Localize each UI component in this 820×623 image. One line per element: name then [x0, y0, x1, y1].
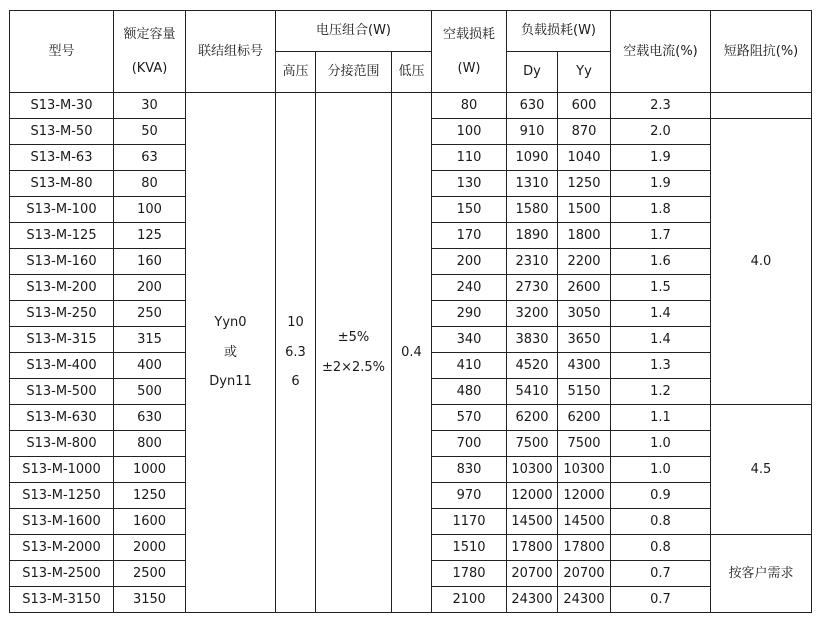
cell-capacity	[114, 535, 186, 561]
cell-no-load-loss	[432, 431, 507, 457]
header-no-load-loss	[432, 11, 507, 93]
cell-yy	[558, 535, 611, 561]
cell-no-load-current	[611, 93, 711, 119]
cell-capacity	[114, 119, 186, 145]
model-value: S13-M-2500	[22, 565, 101, 581]
header-yy	[558, 52, 611, 93]
capacity-value: 80	[141, 175, 158, 191]
no-load-current-value: 0.8	[650, 539, 671, 555]
model-value: S13-M-200	[26, 279, 97, 295]
cell-hv	[276, 93, 316, 613]
model-value: S13-M-630	[26, 409, 97, 425]
cell-dy	[507, 197, 558, 223]
cell-no-load-current	[611, 327, 711, 353]
capacity-value: 200	[137, 279, 162, 295]
cell-yy	[558, 171, 611, 197]
cell-yy	[558, 223, 611, 249]
cell-yy	[558, 327, 611, 353]
cell-dy	[507, 587, 558, 613]
no-load-loss-value: 970	[456, 487, 482, 503]
no-load-current-value: 0.7	[650, 591, 671, 607]
no-load-current-value: 1.7	[650, 227, 671, 243]
cell-no-load-current	[611, 587, 711, 613]
cell-capacity	[114, 145, 186, 171]
cell-model	[10, 457, 114, 483]
cell-no-load-current	[611, 535, 711, 561]
no-load-loss-value: 110	[456, 149, 482, 165]
header-voltage-group	[276, 11, 432, 52]
dy-value: 1310	[515, 175, 549, 191]
cell-dy	[507, 249, 558, 275]
capacity-value: 1000	[132, 461, 167, 477]
no-load-current-value: 2.3	[650, 97, 671, 113]
cell-yy	[558, 93, 611, 119]
cell-dy	[507, 93, 558, 119]
dy-value: 3830	[515, 331, 549, 347]
hv-value: 10	[287, 315, 304, 331]
no-load-current-value: 1.0	[650, 461, 671, 477]
cell-model	[10, 353, 114, 379]
cell-capacity	[114, 223, 186, 249]
dy-value: 1890	[515, 227, 549, 243]
cell-no-load-current	[611, 223, 711, 249]
cell-no-load-loss	[432, 379, 507, 405]
cell-no-load-loss	[432, 587, 507, 613]
cell-model	[10, 327, 114, 353]
cell-dy	[507, 119, 558, 145]
capacity-value: 2500	[132, 565, 167, 581]
header-capacity-unit: (KVA)	[131, 60, 168, 76]
model-value: S13-M-1000	[22, 461, 101, 477]
dy-value: 12000	[511, 487, 553, 503]
impedance-value: 4.5	[750, 461, 772, 477]
connection-value: Yyn0	[214, 315, 247, 331]
cell-capacity	[114, 483, 186, 509]
no-load-current-value: 1.5	[650, 279, 671, 295]
no-load-loss-value: 170	[456, 227, 482, 243]
cell-no-load-current	[611, 353, 711, 379]
no-load-loss-value: 240	[456, 279, 482, 295]
header-no-load-current-label: 空载电流(%)	[623, 43, 698, 59]
cell-no-load-loss	[432, 327, 507, 353]
cell-no-load-loss	[432, 223, 507, 249]
dy-value: 24300	[511, 591, 553, 607]
cell-dy	[507, 431, 558, 457]
yy-value: 2200	[567, 253, 601, 269]
cell-capacity	[114, 249, 186, 275]
capacity-value: 100	[137, 201, 162, 217]
header-lv-label: 低压	[398, 64, 425, 80]
yy-value: 24300	[563, 591, 605, 607]
dy-value: 17800	[511, 539, 553, 555]
capacity-value: 160	[137, 253, 162, 269]
model-value: S13-M-1600	[22, 513, 101, 529]
no-load-loss-value: 80	[460, 97, 478, 113]
dy-value: 5410	[515, 383, 549, 399]
no-load-loss-value: 100	[456, 123, 482, 139]
model-value: S13-M-400	[26, 357, 97, 373]
capacity-value: 315	[137, 331, 162, 347]
cell-impedance	[711, 535, 812, 613]
capacity-value: 1250	[132, 487, 167, 503]
cell-yy	[558, 145, 611, 171]
no-load-current-value: 1.4	[650, 305, 671, 321]
header-capacity-label: 额定容量	[123, 26, 176, 42]
dy-value: 1090	[515, 149, 549, 165]
cell-capacity	[114, 327, 186, 353]
model-value: S13-M-250	[26, 305, 97, 321]
no-load-loss-value: 130	[456, 175, 482, 191]
dy-value: 20700	[511, 565, 553, 581]
cell-dy	[507, 353, 558, 379]
cell-model	[10, 197, 114, 223]
no-load-loss-value: 830	[456, 461, 482, 477]
no-load-loss-value: 570	[456, 409, 482, 425]
no-load-current-value: 0.8	[650, 513, 671, 529]
cell-no-load-loss	[432, 145, 507, 171]
cell-no-load-current	[611, 561, 711, 587]
capacity-value: 2000	[132, 539, 167, 555]
yy-value: 870	[571, 123, 597, 139]
model-value: S13-M-315	[26, 331, 97, 347]
no-load-loss-value: 1170	[452, 513, 486, 529]
yy-value: 5150	[567, 383, 601, 399]
model-value: S13-M-2000	[22, 539, 101, 555]
no-load-current-value: 0.7	[650, 565, 671, 581]
no-load-current-value: 1.9	[650, 175, 671, 191]
cell-dy	[507, 223, 558, 249]
cell-yy	[558, 249, 611, 275]
cell-no-load-current	[611, 483, 711, 509]
cell-no-load-loss	[432, 509, 507, 535]
yy-value: 6200	[567, 409, 601, 425]
no-load-loss-value: 340	[456, 331, 482, 347]
cell-no-load-loss	[432, 119, 507, 145]
no-load-loss-value: 700	[456, 435, 482, 451]
cell-no-load-loss	[432, 483, 507, 509]
no-load-current-value: 1.2	[650, 383, 671, 399]
cell-model	[10, 561, 114, 587]
dy-value: 10300	[511, 461, 553, 477]
cell-model	[10, 509, 114, 535]
yy-value: 600	[571, 97, 597, 113]
cell-yy	[558, 379, 611, 405]
model-value: S13-M-125	[26, 227, 97, 243]
no-load-loss-value: 1780	[452, 565, 486, 581]
capacity-value: 30	[141, 97, 158, 113]
header-dy-label: Dy	[523, 64, 541, 80]
model-value: S13-M-3150	[22, 591, 101, 607]
cell-capacity	[114, 457, 186, 483]
cell-capacity	[114, 93, 186, 119]
no-load-current-value: 1.4	[650, 331, 671, 347]
cell-yy	[558, 353, 611, 379]
cell-dy	[507, 301, 558, 327]
dy-value: 910	[519, 123, 545, 139]
cell-no-load-loss	[432, 197, 507, 223]
cell-lv	[392, 93, 432, 613]
cell-model	[10, 587, 114, 613]
no-load-current-value: 2.0	[650, 123, 671, 139]
cell-impedance	[711, 119, 812, 405]
yy-value: 1800	[567, 227, 601, 243]
header-load-loss-label: 负载损耗(W)	[521, 23, 596, 39]
model-value: S13-M-500	[26, 383, 97, 399]
cell-no-load-current	[611, 145, 711, 171]
cell-yy	[558, 483, 611, 509]
cell-capacity	[114, 379, 186, 405]
cell-no-load-current	[611, 379, 711, 405]
capacity-value: 63	[141, 149, 158, 165]
header-hv-label: 高压	[282, 64, 309, 80]
lv-value: 0.4	[401, 344, 422, 360]
cell-dy	[507, 483, 558, 509]
model-value: S13-M-30	[30, 97, 93, 113]
no-load-current-value: 1.0	[650, 435, 671, 451]
cell-yy	[558, 119, 611, 145]
cell-dy	[507, 327, 558, 353]
no-load-current-value: 1.6	[650, 253, 671, 269]
cell-impedance-empty	[711, 93, 812, 119]
cell-dy	[507, 379, 558, 405]
yy-value: 14500	[563, 513, 605, 529]
yy-value: 7500	[567, 435, 601, 451]
cell-dy	[507, 171, 558, 197]
capacity-value: 400	[137, 357, 162, 373]
no-load-loss-value: 2100	[452, 591, 486, 607]
cell-model	[10, 483, 114, 509]
cell-dy	[507, 509, 558, 535]
model-value: S13-M-50	[30, 123, 93, 139]
cell-no-load-loss	[432, 561, 507, 587]
dy-value: 2310	[515, 253, 549, 269]
connection-value: Dyn11	[209, 374, 252, 390]
model-value: S13-M-100	[26, 201, 97, 217]
cell-tap-range	[316, 93, 392, 613]
header-no-load-loss-label: 空载损耗	[442, 26, 495, 42]
capacity-value: 1600	[132, 513, 167, 529]
cell-yy	[558, 457, 611, 483]
cell-model	[10, 535, 114, 561]
cell-capacity	[114, 275, 186, 301]
cell-no-load-current	[611, 197, 711, 223]
header-dy	[507, 52, 558, 93]
cell-no-load-loss	[432, 171, 507, 197]
header-impedance-label: 短路阻抗(%)	[723, 43, 799, 59]
cell-no-load-loss	[432, 405, 507, 431]
yy-value: 20700	[563, 565, 605, 581]
capacity-value: 3150	[132, 591, 167, 607]
cell-no-load-current	[611, 509, 711, 535]
no-load-loss-value: 410	[456, 357, 482, 373]
cell-no-load-current	[611, 431, 711, 457]
yy-value: 4300	[567, 357, 601, 373]
cell-yy	[558, 587, 611, 613]
yy-value: 1250	[567, 175, 601, 191]
capacity-value: 50	[141, 123, 158, 139]
no-load-loss-value: 1510	[452, 539, 486, 555]
model-value: S13-M-63	[30, 149, 93, 165]
capacity-value: 250	[137, 305, 162, 321]
cell-dy	[507, 145, 558, 171]
cell-dy	[507, 275, 558, 301]
cell-capacity	[114, 353, 186, 379]
cell-no-load-current	[611, 275, 711, 301]
header-capacity	[114, 11, 186, 93]
cell-model	[10, 171, 114, 197]
cell-model	[10, 301, 114, 327]
no-load-loss-value: 200	[456, 253, 482, 269]
cell-model	[10, 405, 114, 431]
cell-dy	[507, 535, 558, 561]
cell-model	[10, 431, 114, 457]
dy-value: 1580	[515, 201, 549, 217]
transformer-spec-table	[9, 10, 812, 613]
yy-value: 1040	[567, 149, 601, 165]
cell-yy	[558, 197, 611, 223]
header-impedance	[711, 11, 812, 93]
model-value: S13-M-800	[26, 435, 97, 451]
header-hv	[276, 52, 316, 93]
cell-no-load-loss	[432, 275, 507, 301]
yy-value: 12000	[563, 487, 605, 503]
header-model-label: 型号	[48, 43, 75, 59]
cell-model	[10, 145, 114, 171]
hv-value: 6.3	[285, 344, 306, 360]
yy-value: 3650	[567, 331, 601, 347]
cell-yy	[558, 561, 611, 587]
tap-range-value: ±5%	[337, 329, 370, 345]
cell-no-load-loss	[432, 457, 507, 483]
cell-capacity	[114, 561, 186, 587]
hv-value: 6	[291, 374, 300, 390]
cell-no-load-current	[611, 171, 711, 197]
cell-no-load-current	[611, 119, 711, 145]
cell-capacity	[114, 587, 186, 613]
cell-capacity	[114, 171, 186, 197]
header-tap-range	[316, 52, 392, 93]
cell-capacity	[114, 431, 186, 457]
no-load-loss-value: 150	[456, 201, 482, 217]
dy-value: 14500	[511, 513, 553, 529]
cell-yy	[558, 275, 611, 301]
connection-or: 或	[223, 344, 237, 360]
header-load-loss	[507, 11, 611, 52]
capacity-value: 125	[137, 227, 162, 243]
cell-dy	[507, 561, 558, 587]
cell-no-load-loss	[432, 301, 507, 327]
cell-model	[10, 275, 114, 301]
header-no-load-loss-unit: (W)	[457, 60, 481, 76]
no-load-current-value: 1.8	[650, 201, 671, 217]
cell-no-load-current	[611, 457, 711, 483]
cell-model	[10, 119, 114, 145]
dy-value: 6200	[515, 409, 549, 425]
cell-yy	[558, 301, 611, 327]
cell-dy	[507, 405, 558, 431]
model-value: S13-M-1250	[22, 487, 101, 503]
header-lv	[392, 52, 432, 93]
cell-no-load-loss	[432, 535, 507, 561]
capacity-value: 800	[137, 435, 162, 451]
header-model	[10, 11, 114, 93]
no-load-current-value: 1.1	[650, 409, 671, 425]
cell-no-load-loss	[432, 93, 507, 119]
impedance-value: 按客户需求	[728, 565, 794, 581]
tap-range-value: ±2×2.5%	[321, 359, 386, 375]
cell-model	[10, 223, 114, 249]
cell-capacity	[114, 509, 186, 535]
header-voltage-group-label: 电压组合(W)	[316, 23, 391, 39]
cell-no-load-current	[611, 301, 711, 327]
yy-value: 3050	[567, 305, 601, 321]
cell-model	[10, 93, 114, 119]
table-body	[10, 11, 812, 613]
cell-no-load-current	[611, 405, 711, 431]
no-load-loss-value: 480	[456, 383, 482, 399]
dy-value: 7500	[515, 435, 549, 451]
cell-no-load-loss	[432, 249, 507, 275]
yy-value: 1500	[567, 201, 601, 217]
no-load-current-value: 1.3	[650, 357, 671, 373]
cell-capacity	[114, 405, 186, 431]
cell-connection	[186, 93, 276, 613]
dy-value: 630	[519, 97, 545, 113]
capacity-value: 500	[137, 383, 162, 399]
header-connection	[186, 11, 276, 93]
cell-model	[10, 249, 114, 275]
no-load-current-value: 1.9	[650, 149, 671, 165]
model-value: S13-M-80	[30, 175, 93, 191]
yy-value: 17800	[563, 539, 605, 555]
cell-yy	[558, 405, 611, 431]
yy-value: 10300	[563, 461, 605, 477]
model-value: S13-M-160	[26, 253, 97, 269]
dy-value: 3200	[515, 305, 549, 321]
cell-capacity	[114, 301, 186, 327]
cell-yy	[558, 431, 611, 457]
cell-dy	[507, 457, 558, 483]
cell-model	[10, 379, 114, 405]
no-load-loss-value: 290	[456, 305, 482, 321]
dy-value: 2730	[515, 279, 549, 295]
capacity-value: 630	[137, 409, 162, 425]
no-load-current-value: 0.9	[650, 487, 671, 503]
header-row-top	[10, 11, 812, 52]
header-yy-label: Yy	[576, 64, 592, 80]
yy-value: 2600	[567, 279, 601, 295]
dy-value: 4520	[515, 357, 549, 373]
cell-capacity	[114, 197, 186, 223]
cell-no-load-loss	[432, 353, 507, 379]
cell-yy	[558, 509, 611, 535]
table-row	[10, 93, 812, 119]
cell-no-load-current	[611, 249, 711, 275]
header-tap-range-label: 分接范围	[327, 64, 380, 80]
impedance-value: 4.0	[750, 253, 772, 269]
cell-impedance	[711, 405, 812, 535]
header-no-load-current	[611, 11, 711, 93]
header-connection-label: 联结组标号	[197, 43, 263, 59]
